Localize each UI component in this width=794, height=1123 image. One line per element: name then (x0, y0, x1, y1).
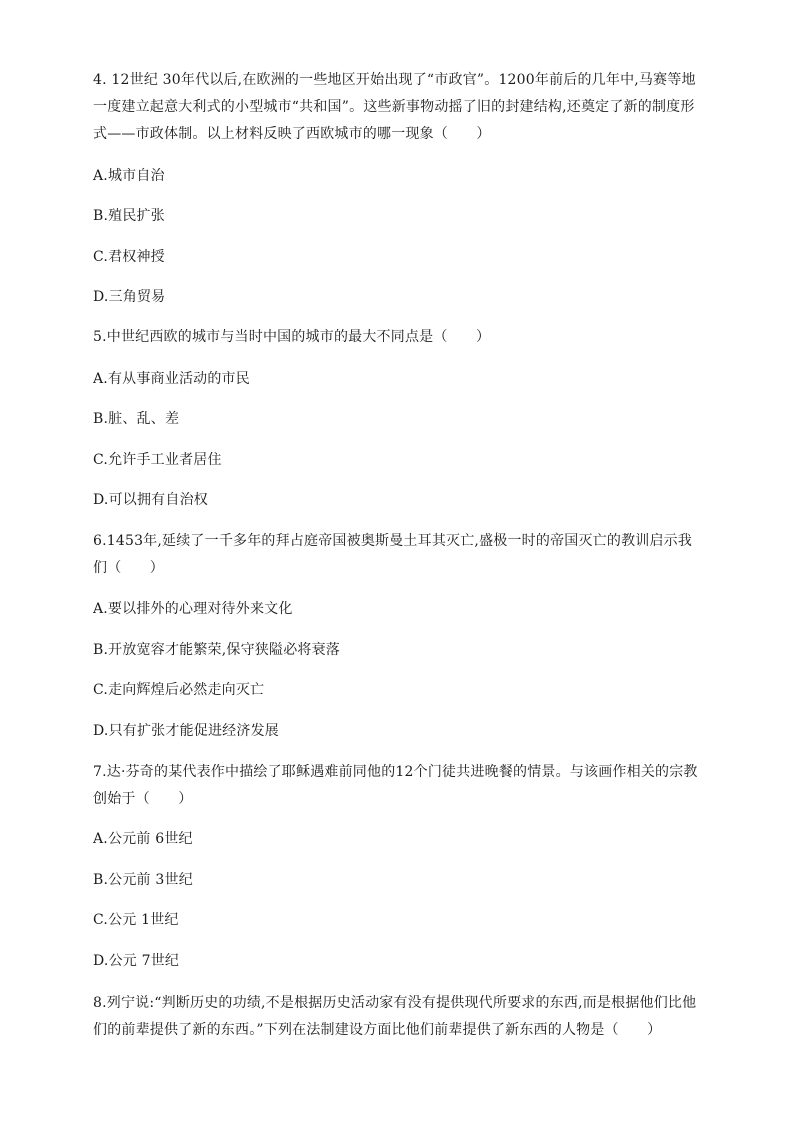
question-4-option-a: A.城市自治 (93, 168, 165, 184)
question-5-option-a: A.有从事商业活动的市民 (93, 371, 250, 387)
question-8-stem: 8.列宁说:“判断历史的功绩,不是根据历史活动家有没有提供现代所要求的东西,而是根据他们比他们的前辈提供了新的东西。”下列在法制建设方面比他们前辈提供了新东西的人物是（ ） (93, 995, 697, 1038)
question-6-option-a: A.要以排外的心理对待外来文化 (93, 601, 293, 617)
question-7-option-d: D.公元 7世纪 (93, 953, 180, 969)
question-6-stem: 6.1453年,延续了一千多年的拜占庭帝国被奥斯曼土耳其灭亡,盛极一时的帝国灭亡的教训启示我们（ ） (93, 533, 693, 576)
question-6-option-c: C.走向辉煌后必然走向灭亡 (93, 682, 265, 698)
question-5-option-b: B.脏、乱、差 (93, 411, 180, 427)
question-7-stem: 7.达·芬奇的某代表作中描绘了耶稣遇难前同他的12个门徒共进晚餐的情景。与该画作相关的宗教创始于（ ） (93, 764, 698, 807)
question-5-option-d: D.可以拥有自治权 (93, 492, 208, 508)
question-4-option-b: B.殖民扩张 (93, 208, 165, 224)
question-6-option-d: D.只有扩张才能促进经济发展 (93, 723, 279, 739)
question-7-option-b: B.公元前 3世纪 (93, 872, 193, 888)
question-6-option-b: B.开放宽容才能繁荣,保守狭隘必将衰落 (93, 642, 340, 658)
question-5-stem: 5.中世纪西欧的城市与当时中国的城市的最大不同点是（ ） (93, 329, 491, 345)
question-4-option-d: D.三角贸易 (93, 289, 166, 305)
question-4-option-c: C.君权神授 (93, 249, 165, 265)
question-4-stem: 4. 12世纪 30年代以后,在欧洲的一些地区开始出现了“市政官”。1200年前后的几年中,马赛等地一度建立起意大利式的小型城市“共和国”。这些新事物动摇了旧的封建结构,还奠定了新的制度形式——市政体制。以上材料反映了西欧城市的哪一现象（ ） (93, 72, 696, 142)
question-7-option-c: C.公元 1世纪 (93, 912, 179, 928)
question-7-option-a: A.公元前 6世纪 (93, 831, 193, 847)
question-5-option-c: C.允许手工业者居住 (93, 452, 222, 468)
